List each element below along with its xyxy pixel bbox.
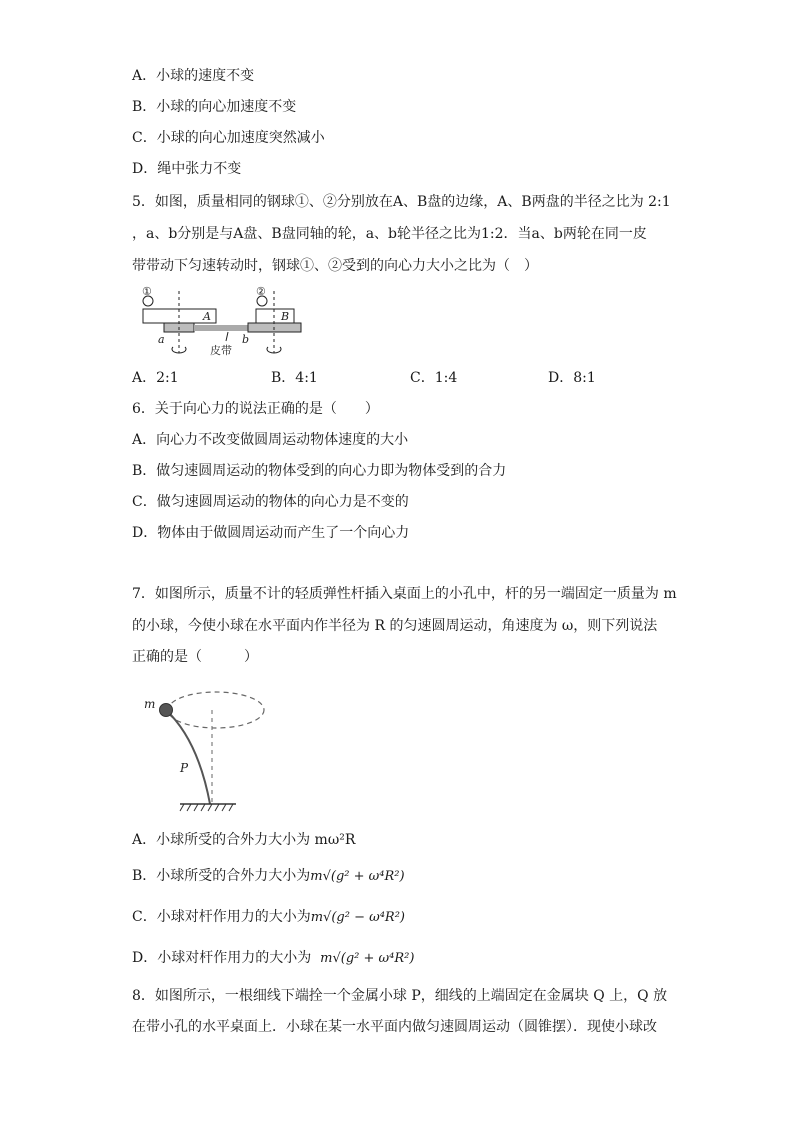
- circular-path: [168, 692, 264, 728]
- q4-option-b: B．小球的向心加速度不变: [132, 99, 297, 115]
- q7-figure: [140, 680, 275, 815]
- rod-label: P: [180, 761, 189, 775]
- wheel-b-label: b: [242, 333, 250, 346]
- belt-label: 皮带: [210, 344, 232, 357]
- q7-stem-line-2: 的小球，今使小球在水平面内作半径为 R 的匀速圆周运动，角速度为 ω，则下列说法: [132, 618, 658, 634]
- q7-option-d: [132, 949, 414, 968]
- q7-stem-line-1: 7．如图所示，质量不计的轻质弹性杆插入桌面上的小孔中，杆的另一端固定一质量为 m: [132, 586, 677, 602]
- q8-stem-line-2: 在带小孔的水平桌面上．小球在某一水平面内做匀速圆周运动（圆锥摆）．现使小球改: [132, 1019, 657, 1035]
- disk-b-label: B: [281, 310, 290, 323]
- q4-option-c: C．小球的向心加速度突然减小: [132, 130, 325, 146]
- q7-option-c: [132, 908, 405, 927]
- q7-option-d-formula: m√(g² + ω⁴R²): [320, 951, 415, 966]
- q6-option-a: A．向心力不改变做圆周运动物体速度的大小: [132, 432, 409, 448]
- q6-option-c: C．做匀速圆周运动的物体的向心力是不变的: [132, 494, 409, 510]
- q5-stem-line-1: 5．如图，质量相同的钢球①、②分别放在A、B盘的边缘，A、B两盘的半径之比为 2:1: [132, 194, 671, 210]
- q6-option-b: B．做匀速圆周运动的物体受到的向心力即为物体受到的合力: [132, 463, 507, 479]
- q6-option-d: D．物体由于做圆周运动而产生了一个向心力: [132, 525, 410, 541]
- q7-option-d-text: D．小球对杆作用力的大小为: [132, 950, 312, 966]
- q5-option-a: A．2:1: [132, 370, 179, 386]
- q5-option-c: C．1:4: [410, 370, 458, 386]
- q5-option-d: D．8:1: [548, 370, 596, 386]
- q5-option-b: B．4:1: [271, 370, 318, 386]
- q5-stem-line-2: ，a、b分别是与A盘、B盘同轴的轮，a、b轮半径之比为1:2．当a、b两轮在同一皮: [132, 226, 647, 242]
- ball-m: [160, 704, 173, 717]
- q7-option-c-text: C．小球对杆作用力的大小为: [132, 909, 311, 925]
- disk-a-label: A: [203, 310, 211, 323]
- q7-option-a: A．小球所受的合外力大小为 mω²R: [132, 832, 356, 848]
- belt-leader: [226, 332, 228, 341]
- q5-figure: [138, 283, 308, 363]
- q5-stem-line-3: 带带动下匀速转动时，钢球①、②受到的向心力大小之比为（ ）: [132, 258, 538, 274]
- q7-option-b-text: B．小球所受的合外力大小为: [132, 868, 311, 884]
- q7-option-b: [132, 867, 405, 886]
- q7-option-c-formula: m√(g² − ω⁴R²): [310, 910, 405, 925]
- belt: [194, 325, 254, 331]
- q4-option-a: A．小球的速度不变: [132, 68, 255, 84]
- q7-stem-line-3: 正确的是（ ）: [132, 649, 258, 665]
- q4-option-d: D．绳中张力不变: [132, 161, 242, 177]
- mass-label: m: [144, 697, 156, 711]
- q6-stem: 6．关于向心力的说法正确的是（ ）: [132, 401, 379, 417]
- q8-stem-line-1: 8．如图所示，一根细线下端拴一个金属小球 P，细线的上端固定在金属块 Q 上，Q 放: [132, 988, 668, 1004]
- ground-hatching: [180, 804, 233, 811]
- ball-1-label: ①: [142, 285, 152, 298]
- ball-2-label: ②: [256, 285, 266, 298]
- wheel-a-label: a: [158, 333, 165, 346]
- q7-option-b-formula: m√(g² + ω⁴R²): [310, 869, 405, 884]
